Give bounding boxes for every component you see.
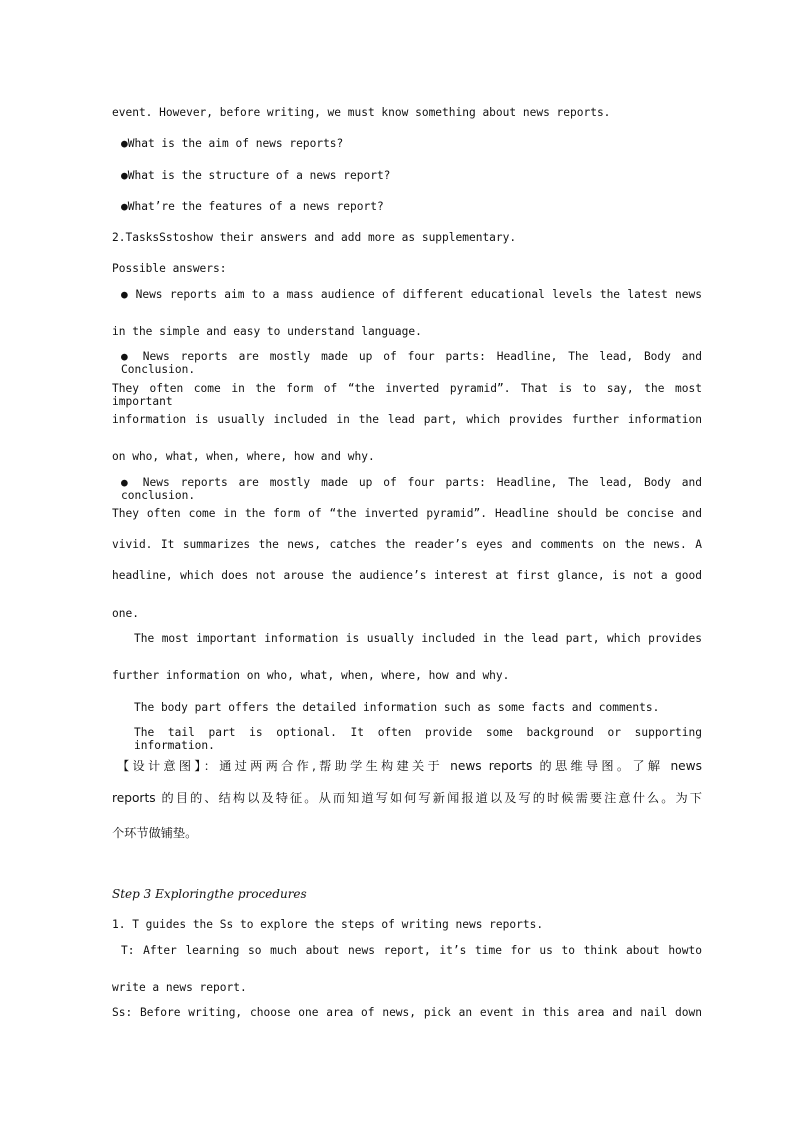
paragraph-line: The body part offers the detailed information such as some facts and comments. — [134, 700, 660, 714]
dialogue-line: write a news report. — [112, 981, 247, 995]
paragraph-line: on who, what, when, where, how and why. — [112, 450, 375, 464]
paragraph-line: ● News reports aim to a mass audience of different educational levels the latest news — [121, 287, 702, 301]
text-line: 1. T guides the Ss to explore the steps of writing news reports. — [112, 918, 544, 932]
paragraph-line: The most important information is usually included in the lead part, which provides — [134, 632, 702, 646]
paragraph-line: headline, which does not arouse the audience’s interest at first glance, is not a good — [112, 569, 702, 583]
paragraph-line: in the simple and easy to understand language. — [112, 325, 422, 339]
step-heading: Step 3 Exploringthe procedures — [112, 887, 307, 902]
spacer — [112, 851, 702, 881]
paragraph-line: ● News reports are mostly made up of four parts: Headline, The lead, Body and conclusion. — [121, 475, 702, 502]
paragraph-line: The tail part is optional. It often provide some background or supporting information. — [134, 725, 702, 752]
text-line: 2.TasksSstoshow their answers and add more as supplementary. — [112, 231, 517, 245]
bullet-question: ●What is the structure of a news report? — [121, 168, 391, 182]
paragraph-line: They often come in the form of “the inverted pyramid”. That is to say, the most important — [112, 381, 702, 408]
text-line: Possible answers: — [112, 262, 227, 276]
paragraph-line: vivid. It summarizes the news, catches the reader’s eyes and comments on the news. A — [112, 538, 702, 552]
design-intent-line: 【设计意图】：通过两两合作,帮助学生构建关于 news reports 的思维导图。了解 news — [117, 759, 702, 774]
paragraph-line: further information on who, what, when, where, how and why. — [112, 669, 510, 683]
text-line: event. However, before writing, we must know something about news reports. — [112, 106, 611, 119]
document-page — [112, 100, 702, 1038]
bullet-question: ●What’re the features of a news report? — [121, 199, 384, 213]
paragraph-line: one. — [112, 606, 139, 620]
design-intent-line: reports 的目的、结构以及特征。从而知道写如何写新闻报道以及写的时候需要注意什么。为下 — [112, 790, 702, 805]
paragraph-line: ● News reports are mostly made up of four parts: Headline, The lead, Body and Conclusion. — [121, 350, 702, 377]
design-intent-line: 个环节做铺垫。 — [112, 825, 198, 840]
bullet-question: ●What is the aim of news reports? — [121, 137, 344, 151]
paragraph-line: information is usually included in the lead part, which provides further information — [112, 412, 702, 426]
dialogue-line: Ss: Before writing, choose one area of news, pick an event in this area and nail down — [112, 1006, 702, 1020]
dialogue-line: T: After learning so much about news report, it’s time for us to think about howto — [121, 943, 702, 957]
paragraph-line: They often come in the form of “the inverted pyramid”. Headline should be concise and — [112, 506, 702, 520]
